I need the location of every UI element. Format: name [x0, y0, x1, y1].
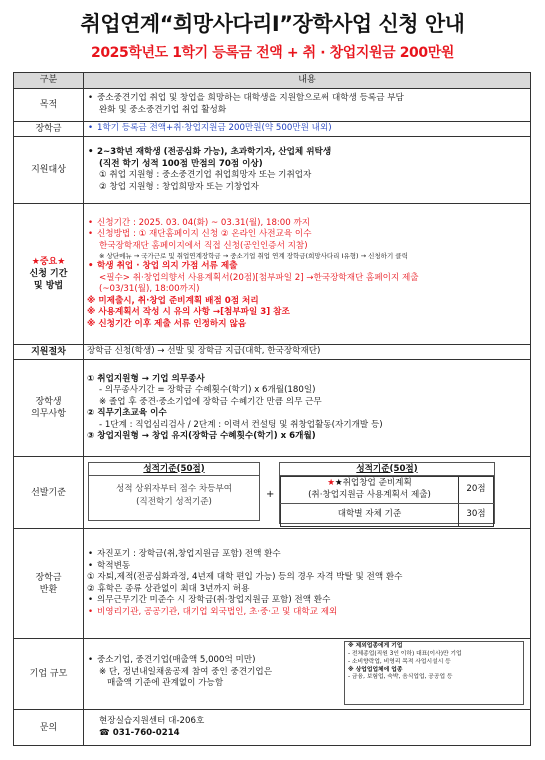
- plan-criteria-row1-text: ★취업창업 준비계획: [334, 478, 412, 489]
- obligation-label: [14, 360, 84, 457]
- plan-criteria-row2: 대학별 자체 기준: [281, 503, 459, 526]
- obligation-line4: ② 직무기초교육 이수: [87, 408, 167, 419]
- apply-label: [14, 204, 84, 345]
- apply-warn1: ※ 미제출시, 취·창업 준비계획 배점 0점 처리: [87, 295, 259, 306]
- row-apply: [14, 204, 531, 345]
- page-subtitle: 2025학년도 1학기 등록금 전액 + 취 · 창업지원금 200만원: [90, 45, 454, 61]
- plan-criteria-row1-score: 20점: [459, 476, 494, 503]
- row-contact: [14, 710, 531, 746]
- obligation-line5: - 1단계 : 직업심리검사 / 2단계 : 이력서 컨설팅 및 취창업활동(자기개발 등): [99, 419, 383, 430]
- refund-line5: • 의무근무기간 미준수 시 장학금(취·창업지원금 포함) 전액 환수: [87, 595, 527, 607]
- refund-line6: • 비영리기관, 공공기관, 대기업 외국법인, 초·중·고 및 대학교 제외: [87, 607, 527, 619]
- star-icon: ★: [327, 478, 335, 489]
- note-line3: - 소비향락업, 비영리 목적 사업시설시 등: [348, 658, 451, 665]
- apply-note-small: ※ 상단메뉴 → 국가근로 및 취업연계장학금 → 중소기업 취업 연계 장학금(희망사다리 Ⅰ유형) → 신청하기 클릭: [99, 252, 408, 261]
- apply-label-line2: 및 방법: [33, 281, 64, 292]
- plan-criteria-title: 성적기준(50점): [280, 463, 494, 476]
- apply-doc1: • 학생 취업 · 창업 의지 가점 서류 제출: [87, 261, 527, 273]
- refund-line1: • 자진포기 : 장학금(취,창업지원금 포함) 전액 환수: [87, 549, 527, 561]
- refund-label-line1: 장학금: [35, 572, 62, 583]
- exclusion-note-box: [344, 641, 524, 705]
- scholarship-label: 장학금: [14, 122, 84, 137]
- company-content: [84, 639, 531, 710]
- apply-label-star: ★중요★: [31, 256, 66, 267]
- company-line2: ※ 단, 정년내일채움공제 참여 중인 중견기업은: [99, 666, 273, 677]
- purpose-line1: • 중소중견기업 취업 및 창업을 희망하는 대학생을 지원함으로써 대학생 등록금 부담: [87, 93, 527, 105]
- apply-period: • 신청기간 : 2025. 03. 04(화) ~ 03.31(월), 18:00 까지: [87, 218, 527, 230]
- obligation-label-line1: 장학생: [35, 397, 62, 408]
- plus-sign: +: [266, 488, 275, 500]
- procedure-content: [84, 345, 531, 360]
- header-col-label: 구분: [14, 73, 84, 89]
- grade-criteria-line2: (직전학기 성적기준): [136, 497, 212, 508]
- scholarship-text: • 1학기 등록금 전액+취·창업지원금 200만원(약 500만원 내외): [87, 123, 527, 135]
- contact-phone-line: [87, 728, 527, 740]
- obligation-line6: ③ 창업지원형 → 창업 유지(장학금 수혜횟수(학기) x 6개월): [87, 431, 316, 442]
- plan-criteria-row1-line2: (취·창업지원금 사용계획서 제출): [308, 489, 431, 500]
- procedure-label: 지원절차: [14, 345, 84, 360]
- page-title: 취업연계“희망사다리Ⅰ”장학사업 신청 안내: [80, 12, 465, 36]
- obligation-line1: ① 취업지원형 → 기업 의무종사: [87, 373, 205, 384]
- apply-content: [84, 204, 531, 345]
- company-line3: 매출액 기준에 관계없이 가능함: [107, 678, 224, 689]
- company-line1: • 중소기업, 중견기업(매출액 5,000억 미만): [87, 655, 272, 667]
- grade-criteria-line1: 성적 상위자부터 점수 차등부여: [115, 483, 233, 494]
- obligation-label-line2: 의무사항: [31, 409, 66, 420]
- apply-warn2: ※ 사용계획서 작성 시 유의 사항 →[첨부파일 3] 참조: [87, 307, 290, 318]
- row-target: [14, 137, 531, 204]
- grade-criteria-title: 성적기준(50점): [89, 463, 259, 476]
- plan-criteria-row1-line1: [284, 478, 455, 490]
- contact-content: [84, 710, 531, 746]
- note-line5: - 금융, 보험업, 숙박, 음식업업, 공공업 등: [348, 674, 453, 681]
- plan-criteria-row2-score: 30점: [459, 503, 494, 526]
- target-line3: ① 취업 지원형 : 중소중견기업 취업희망자 또는 기취업자: [99, 170, 312, 181]
- refund-label: [14, 529, 84, 639]
- target-line4: ② 창업 지원형 : 창업희망자 또는 기창업자: [99, 181, 259, 192]
- refund-content: [84, 529, 531, 639]
- apply-doc3: (~03/31(월), 18:00까지): [99, 284, 200, 295]
- apply-label-line1: 신청 기간: [29, 269, 68, 280]
- obligation-line2: - 의무종사기간 = 장학금 수혜횟수(학기) x 6개월(180일): [99, 385, 316, 396]
- target-label: 지원대상: [14, 137, 84, 204]
- note-line4: ※ 상업업업체에 업종: [348, 666, 403, 673]
- obligation-content: [84, 360, 531, 457]
- plan-criteria-row1: [281, 476, 459, 503]
- purpose-content: [84, 89, 531, 122]
- info-table: [13, 72, 531, 746]
- apply-doc2: <필수> 취·창업의향서 사용계획서(20점)[첨부파일 2] →한국장학재단 홈페이지 제출: [99, 272, 419, 283]
- obligation-line3: ※ 졸업 후 중견·중소기업에 장학금 수혜기간 만큼 의무 근무: [99, 396, 322, 407]
- row-purpose: [14, 89, 531, 122]
- grade-criteria-box: [88, 462, 260, 521]
- target-line1: • 2~3학년 재학생 (전공심화 가능), 초과학기자, 산업체 위탁생: [87, 147, 527, 159]
- target-line2: (직전 학기 성적 100점 만점의 70점 이상): [99, 158, 263, 169]
- refund-line3: ① 자퇴,제적(전공심화과정, 4년제 대학 편입 가능) 등의 경우 자격 박탈 및 전액 환수: [87, 572, 403, 583]
- purpose-label: 목적: [14, 89, 84, 122]
- row-scholarship: [14, 122, 531, 137]
- selection-label: 선발기준: [14, 457, 84, 529]
- apply-warn3: ※ 신청기간 이후 제출 서류 인정하지 않음: [87, 318, 247, 329]
- row-company: [14, 639, 531, 710]
- row-procedure: [14, 345, 531, 360]
- contact-label: 문의: [14, 710, 84, 746]
- phone-icon: ☎: [99, 727, 110, 738]
- scholarship-content: [84, 122, 531, 137]
- header-col-content: 내용: [84, 73, 531, 89]
- row-selection: [14, 457, 531, 529]
- refund-line4: ② 휴학은 종류 상관없이 최대 3년까지 허용: [87, 583, 250, 594]
- refund-line2: • 학적변동: [87, 561, 527, 573]
- purpose-line2: 완화 및 중소중견기업 취업 활성화: [99, 105, 227, 115]
- procedure-text: 장학금 신청(학생) → 선발 및 장학금 지급(대학, 한국장학재단): [87, 346, 321, 357]
- contact-phone[interactable]: 031-760-0214: [112, 727, 180, 738]
- company-label: 기업 규모: [14, 639, 84, 710]
- note-line1: ※ 제외업종에게 기업: [348, 643, 403, 650]
- apply-method2: 한국장학재단 홈페이지에서 직접 신청(공인인증서 지참): [99, 240, 308, 251]
- contact-office: 현장실습지원센터 대-206호: [99, 716, 205, 727]
- refund-label-line2: 반환: [39, 584, 58, 595]
- row-refund: [14, 529, 531, 639]
- apply-method1: • 신청방법 : ① 재단홈페이지 신청 ② 온라인 사전교육 이수: [87, 229, 527, 241]
- target-content: [84, 137, 531, 204]
- plan-criteria-box: [279, 462, 495, 524]
- row-obligation: [14, 360, 531, 457]
- selection-content: [84, 457, 531, 529]
- note-line2: - 전체종업(직원 3인 이하) 대표(이사)만 기업: [348, 650, 462, 657]
